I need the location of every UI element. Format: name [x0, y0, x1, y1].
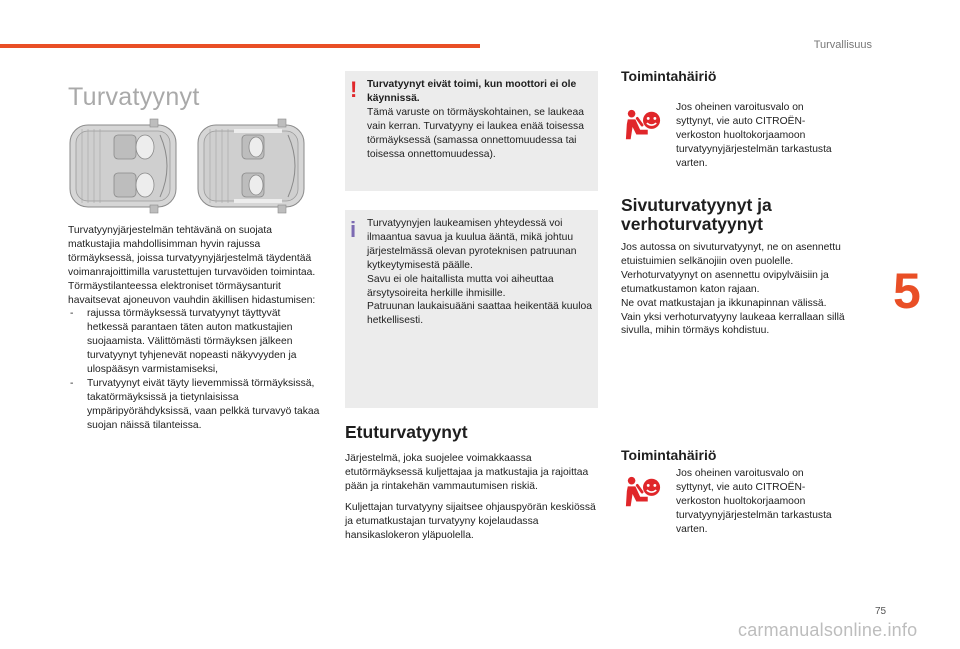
info-paragraph-2: Savu ei ole haitallista mutta voi aiheuttaa ärsytysoireita herkille ihmisille.	[367, 273, 554, 299]
malfunction-heading-1: Toimintahäiriö	[621, 68, 717, 84]
intro-paragraph-2: Törmäystilanteessa elektroniset törmäysanturit havaitsevat ajoneuvon vauhdin äkillisen hidastumisen:	[68, 280, 316, 306]
front-airbags-heading: Etuturvatyynyt	[345, 422, 468, 442]
intro-text	[68, 224, 324, 433]
warning-text	[367, 78, 593, 161]
airbag-warning-icon	[624, 107, 662, 145]
car-side-airbags-illustration	[196, 117, 306, 215]
malfunction-heading-2: Toimintahäiriö	[621, 447, 717, 463]
side-airbags-line-4: Vain yksi verhoturvatyyny laukeaa kerrallaan sillä sivulla, mihin törmäys kohdistuu.	[621, 311, 845, 337]
malfunction-text-2: Jos oheinen varoitusvalo on syttynyt, vie auto CITROËN-verkoston huoltokorjaamoon turvatyynyjärjestelmän tarkastusta varten.	[676, 468, 832, 535]
info-paragraph-3: Patruunan laukaisuääni saattaa heikentää kuuloa hetkellisesti.	[367, 301, 592, 327]
side-airbags-line-2: Verhoturvatyynyt on asennettu ovipylväisiin ja etumatkustamon katon rajaan.	[621, 269, 829, 295]
exclamation-icon: !	[350, 77, 358, 102]
section-name: Turvallisuus	[813, 39, 872, 51]
page-number: 75	[875, 606, 887, 617]
info-text	[367, 217, 593, 328]
warning-body-text: Tämä varuste on törmäyskohtainen, se laukeaa vain kerran. Turvatyyny ei laukea enää toisessa törmäyksessä (samassa onnettomuudessa tai toisessa onnettomuudessa).	[367, 106, 584, 160]
intro-paragraph-1: Turvatyynyjärjestelmän tehtävänä on suojata matkustajia mahdollisimman hyvin rajussa törmäyksessä, joissa turvatyynyjärjestelmä täydentää voimanrajoittimilla varustettujen turvavöiden toimintaa.	[68, 225, 316, 278]
info-icon: i	[350, 217, 357, 242]
intro-bullet-2: - Turvatyynyt eivät täyty lievemmissä törmäyksissä, takatörmäyksissä ja tietynlaisissa ympäripyörähdyksissä, vaan pelkkä turvavyö takaa suojan näissä tilanteissa.	[68, 377, 324, 433]
airbag-warning-icon	[624, 474, 662, 512]
info-note-box	[345, 210, 598, 408]
car-front-airbags-illustration	[68, 117, 178, 215]
intro-bullet-list	[68, 307, 324, 432]
side-airbags-line-3: Ne ovat matkustajan ja ikkunapinnan välissä.	[621, 297, 827, 309]
side-airbags-heading: Sivuturvatyynyt ja verhoturvatyynyt	[621, 195, 772, 234]
front-airbags-paragraph-2: Kuljettajan turvatyyny sijaitsee ohjauspyörän keskiössä ja etumatkustajan turvatyyny kojelaudassa hansikaslokeron yläpuolella.	[345, 502, 596, 541]
warning-note-box	[345, 71, 598, 191]
warning-bold-text: Turvatyynyt eivät toimi, kun moottori ei ole käynnissä.	[367, 79, 577, 104]
info-paragraph-1: Turvatyynyjen laukeamisen yhteydessä voi ilmaantua savua ja kuulua ääntä, mikä johtuu järjestelmässä olevan pyroteknisen patruunan kytkeytymisestä päälle.	[367, 218, 577, 271]
side-airbags-line-1: Jos autossa on sivuturvatyynyt, ne on asennettu etuistuimien selkänojiin oven puolelle.	[621, 242, 841, 267]
page-title: Turvatyynyt	[68, 82, 200, 111]
side-airbags-text	[621, 241, 871, 338]
header-accent-bar	[0, 44, 480, 48]
chapter-number: 5	[893, 263, 921, 319]
front-airbags-paragraph-1: Järjestelmä, joka suojelee voimakkaassa etutörmäyksessä kuljettajaa ja matkustajia ja rajoittaa pään ja rintakehän vammautumisen riskiä.	[345, 453, 589, 492]
malfunction-text-1: Jos oheinen varoitusvalo on syttynyt, vie auto CITROËN-verkoston huoltokorjaamoon turvatyynyjärjestelmän tarkastusta varten.	[676, 102, 832, 169]
watermark: carmanualsonline.info	[738, 620, 918, 640]
intro-bullet-1: - rajussa törmäyksessä turvatyynyt täyttyvät hetkessä parantaen täten auton matkustajien suojaamista. Välittömästi törmäyksen jälkeen turvatyynyt tyhjenevät nopeasti näkyvyyden ja ulospääsyn varmistamiseksi,	[68, 307, 324, 377]
